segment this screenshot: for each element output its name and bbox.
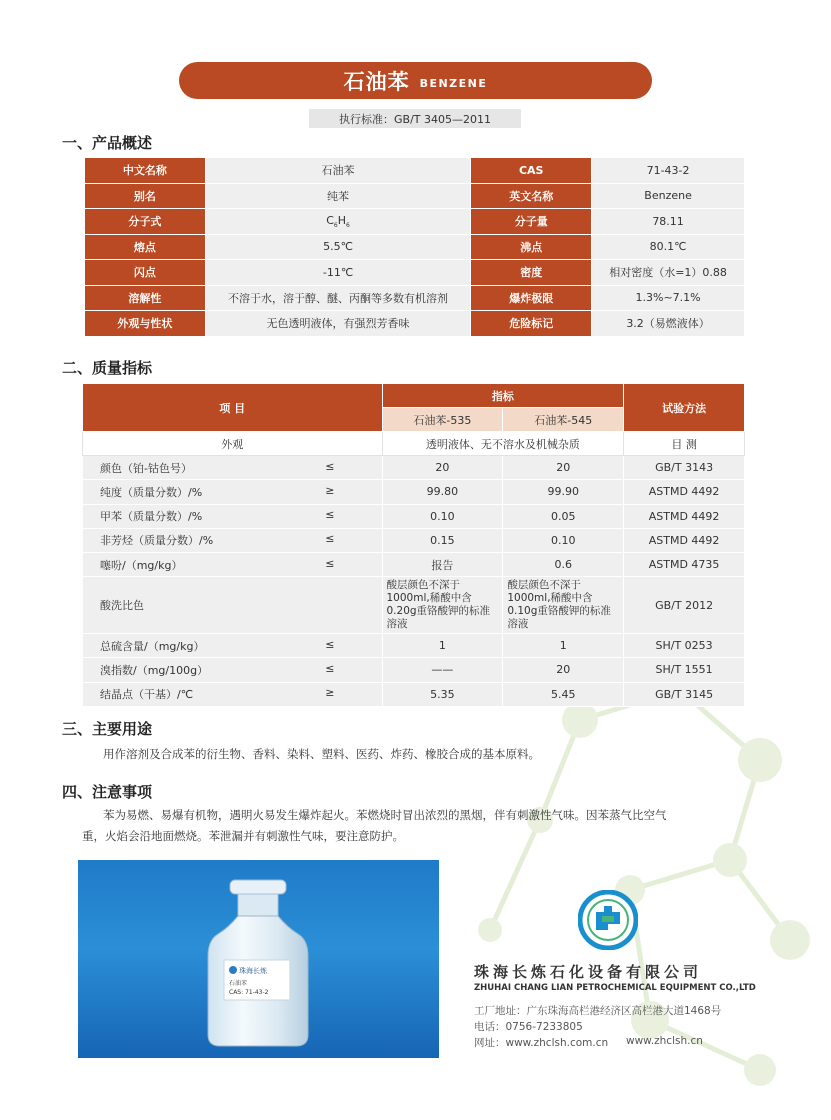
test-method: GB/T 3145 <box>624 682 745 706</box>
overview-header-cell: 分子式 <box>85 209 206 235</box>
section-overview-title: 一、产品概述 <box>62 134 153 152</box>
quality-item-name: 纯度（质量分数）/% ≥ <box>83 480 383 504</box>
grade-535-value: 99.80 <box>382 480 503 504</box>
overview-value-cell: 纯苯 <box>205 183 471 209</box>
quality-item-name: 甲苯（质量分数）/% ≤ <box>83 504 383 528</box>
quality-item-name: 结晶点（干基）/℃ ≥ <box>83 682 383 706</box>
overview-value-cell: 1.3%~7.1% <box>592 285 745 311</box>
grade-545-value: 20 <box>503 658 624 682</box>
table-row <box>85 209 745 235</box>
overview-table <box>84 157 745 337</box>
overview-value-cell: 不溶于水，溶于醇、醚、丙酮等多数有机溶剂 <box>205 285 471 311</box>
overview-header-cell: 分子量 <box>471 209 592 235</box>
grade-535-value: 报告 <box>382 552 503 576</box>
method-header: 试验方法 <box>624 384 745 432</box>
overview-value-cell: -11℃ <box>205 260 471 286</box>
overview-header-cell: 沸点 <box>471 234 592 260</box>
product-photo <box>78 860 439 1058</box>
title-banner <box>179 62 652 99</box>
grade-535-value: 5.35 <box>382 682 503 706</box>
bottle-label-brand: 珠海长炼 <box>239 967 267 975</box>
overview-value-cell: Benzene <box>592 183 745 209</box>
grade-545-header: 石油苯-545 <box>503 408 624 432</box>
overview-header-cell: 闪点 <box>85 260 206 286</box>
section-quality-title: 二、质量指标 <box>62 359 153 377</box>
company-phone: 电话：0756-7233805 <box>474 1021 583 1033</box>
bottle-label-cas: CAS: 71-43-2 <box>229 989 269 996</box>
company-name-cn: 珠海长炼石化设备有限公司 <box>474 963 703 981</box>
quality-item-name: 噻吩/（mg/kg） ≤ <box>83 552 383 576</box>
table-row <box>85 183 745 209</box>
table-row <box>83 528 745 552</box>
section-notes-title: 四、注意事项 <box>62 783 153 801</box>
notes-text-line2: 重，火焰会沿地面燃烧。苯泄漏并有刺激性气味，要注意防护。 <box>82 829 404 843</box>
overview-value-cell: 5.5℃ <box>205 234 471 260</box>
overview-value-cell: 80.1℃ <box>592 234 745 260</box>
table-row <box>83 432 745 456</box>
test-method: ASTMD 4735 <box>624 552 745 576</box>
overview-value-cell: 78.11 <box>592 209 745 235</box>
quality-item-name: 总硫含量/（mg/kg） ≤ <box>83 634 383 658</box>
table-row <box>83 658 745 682</box>
overview-value-cell: 71-43-2 <box>592 158 745 184</box>
quality-item-name: 溴指数/（mg/100g） ≤ <box>83 658 383 682</box>
table-row <box>85 234 745 260</box>
overview-header-cell: CAS <box>471 158 592 184</box>
overview-header-cell: 密度 <box>471 260 592 286</box>
product-title-en: BENZENE <box>419 76 488 90</box>
test-method: SH/T 1551 <box>624 658 745 682</box>
table-row <box>83 504 745 528</box>
grade-545-value: 20 <box>503 456 624 480</box>
grade-545-value: 0.6 <box>503 552 624 576</box>
overview-header-cell: 熔点 <box>85 234 206 260</box>
overview-header-cell: 危险标记 <box>471 311 592 337</box>
item-header: 项 目 <box>83 384 383 432</box>
table-row <box>83 682 745 706</box>
appearance-method: 目 测 <box>624 432 745 456</box>
overview-header-cell: 英文名称 <box>471 183 592 209</box>
test-method: GB/T 2012 <box>624 577 745 634</box>
bottle-label-product: 石油苯 <box>229 980 248 987</box>
test-method: ASTMD 4492 <box>624 480 745 504</box>
table-row <box>85 158 745 184</box>
grade-545-value: 酸层颜色不深于1000ml,稀酸中含0.10g重铬酸钾的标准溶液 <box>503 577 624 634</box>
overview-header-cell: 外观与性状 <box>85 311 206 337</box>
grade-545-value: 1 <box>503 634 624 658</box>
overview-value-cell: 石油苯 <box>205 158 471 184</box>
quality-item-name: 酸洗比色 <box>83 577 383 634</box>
appearance-value: 透明液体、无不溶水及机械杂质 <box>382 432 624 456</box>
table-header-row <box>83 384 745 408</box>
test-method: GB/T 3143 <box>624 456 745 480</box>
table-row <box>85 311 745 337</box>
section-uses-title: 三、主要用途 <box>62 720 153 738</box>
company-website-2: www.zhclsh.cn <box>626 1035 703 1047</box>
standard-label: 执行标准：GB/T 3405—2011 <box>309 109 521 128</box>
table-row <box>85 260 745 286</box>
overview-header-cell: 溶解性 <box>85 285 206 311</box>
spec-header: 指标 <box>382 384 624 408</box>
overview-value-cell: 无色透明液体，有强烈芳香味 <box>205 311 471 337</box>
grade-535-value: 0.15 <box>382 528 503 552</box>
test-method: SH/T 0253 <box>624 634 745 658</box>
grade-535-value: 1 <box>382 634 503 658</box>
grade-545-value: 0.05 <box>503 504 624 528</box>
company-logo-icon <box>578 890 638 950</box>
label-logo-icon <box>229 966 237 974</box>
bottle-image <box>78 860 439 1058</box>
overview-value-cell: 3.2（易燃液体） <box>592 311 745 337</box>
grade-535-value: 20 <box>382 456 503 480</box>
grade-545-value: 0.10 <box>503 528 624 552</box>
quality-item-name: 非芳烃（质量分数）/% ≤ <box>83 528 383 552</box>
notes-text-line1: 苯为易燃、易爆有机物，遇明火易发生爆炸起火。苯燃烧时冒出浓烈的黑烟，伴有刺激性气味。因苯蒸气比空气 <box>103 808 667 822</box>
grade-535-header: 石油苯-535 <box>382 408 503 432</box>
grade-535-value: 酸层颜色不深于1000ml,稀酸中含0.20g重铬酸钾的标准溶液 <box>382 577 503 634</box>
table-row <box>83 456 745 480</box>
grade-535-value: 0.10 <box>382 504 503 528</box>
grade-545-value: 5.45 <box>503 682 624 706</box>
company-name-en: ZHUHAI CHANG LIAN PETROCHEMICAL EQUIPMENT CO.,LTD <box>474 983 756 993</box>
quality-table <box>82 383 745 707</box>
overview-header-cell: 别名 <box>85 183 206 209</box>
grade-535-value: —— <box>382 658 503 682</box>
molecular-formula: $C_6H_6$ <box>205 209 471 235</box>
table-row <box>83 552 745 576</box>
overview-value-cell: 相对密度（水=1）0.88 <box>592 260 745 286</box>
test-method: ASTMD 4492 <box>624 504 745 528</box>
table-row <box>83 577 745 634</box>
table-row <box>83 480 745 504</box>
company-address: 工厂地址：广东珠海高栏港经济区高栏港大道1468号 <box>474 1005 722 1017</box>
quality-item-name: 颜色（铂-钴色号） ≤ <box>83 456 383 480</box>
test-method: ASTMD 4492 <box>624 528 745 552</box>
overview-header-cell: 爆炸极限 <box>471 285 592 311</box>
product-title-cn: 石油苯 <box>343 69 410 94</box>
appearance-label: 外观 <box>83 432 383 456</box>
grade-545-value: 99.90 <box>503 480 624 504</box>
table-row <box>83 634 745 658</box>
uses-text: 用作溶剂及合成苯的衍生物、香料、染料、塑料、医药、炸药、橡胶合成的基本原料。 <box>103 747 540 761</box>
table-row <box>85 285 745 311</box>
overview-header-cell: 中文名称 <box>85 158 206 184</box>
company-website: 网址：www.zhclsh.com.cn <box>474 1037 609 1049</box>
